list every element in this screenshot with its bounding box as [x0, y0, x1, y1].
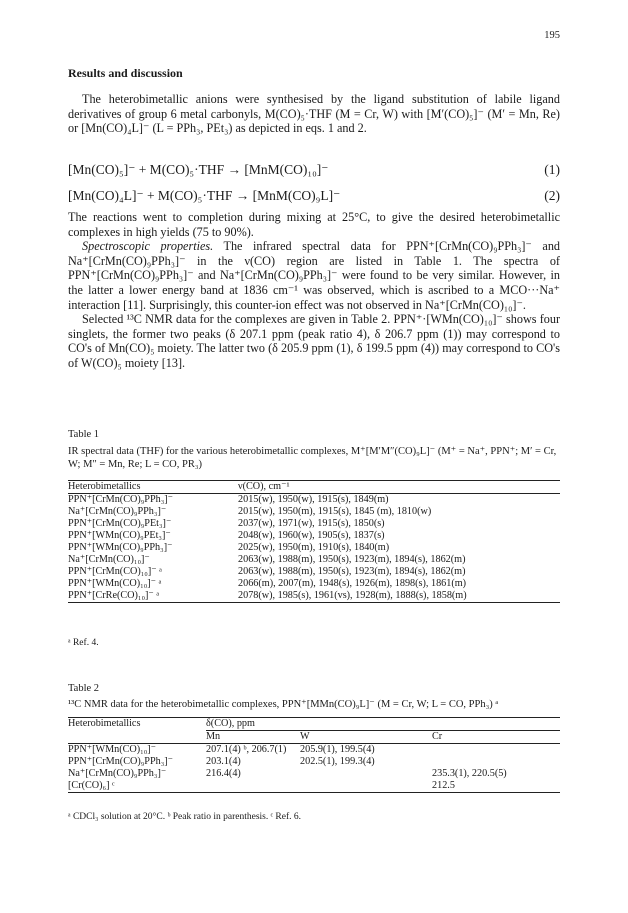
equation-2-number: (2) — [544, 188, 560, 203]
paragraph-3-heading: Spectroscopic properties. — [82, 239, 214, 254]
table2-row — [68, 744, 560, 757]
table1-cell-compound: Na⁺[CrMn(CO)₁₀]⁻ — [68, 554, 150, 565]
equation-1-number: (1) — [544, 162, 560, 177]
equation-1-text: [Mn(CO)₅]⁻ + M(CO)₅·THF → [MnM(CO)₁₀]⁻ — [68, 162, 329, 177]
paragraph-2: The reactions went to completion during mixing at 25°C, to give the desired heterobimetallic complexes in high yields (75 to 90%). — [68, 210, 560, 239]
table1-row — [68, 590, 560, 603]
table1-cell-compound: PPN⁺[CrMn(CO)₉PPh₃]⁻ — [68, 494, 174, 505]
table2-cell-w: 205.9(1), 199.5(4) — [300, 744, 375, 755]
table1-label: Table 1 — [68, 429, 100, 440]
table1-cell-vco: 2063(w), 1988(m), 1950(s), 1923(m), 1894(s), 1862(m) — [238, 566, 466, 577]
table1-cell-vco: 2066(m), 2007(m), 1948(s), 1926(m), 1898(s), 1861(m) — [238, 578, 467, 589]
table2-label: Table 2 — [68, 683, 100, 694]
table1-cell-compound: PPN⁺[WMn(CO)₁₀]⁻ ᵃ — [68, 578, 162, 589]
table1-cell-vco: 2048(w), 1960(w), 1905(s), 1837(s) — [238, 530, 385, 541]
table1-row — [68, 506, 560, 518]
table1-cell-compound: PPN⁺[CrMn(CO)₉PEt₃]⁻ — [68, 518, 172, 529]
table1-header-vco: ν(CO), cm⁻¹ — [238, 481, 290, 492]
table1-cell-vco: 2015(w), 1950(m), 1915(s), 1845 (m), 1810(w) — [238, 506, 432, 517]
table1-caption: IR spectral data (THF) for the various heterobimetallic complexes, M⁺[M′M″(CO)₉L]⁻ (M⁺ = Na⁺, PPN⁺; M′ = Cr, W; M″ = Mn, Re; L = CO, PR₃) — [68, 446, 557, 470]
table1-cell-vco: 2025(w), 1950(m), 1910(s), 1840(m) — [238, 542, 390, 553]
table1 — [68, 480, 560, 603]
table2-subheader-w: W — [300, 731, 432, 744]
paragraph-3-text: The infrared spectral data for PPN⁺[CrMn(CO)₉PPh₃]⁻ and Na⁺[CrMn(CO)₉PPh₃]⁻ in the ν(CO) region are listed in Table 1. The spectra of PPN⁺[CrMn(CO)₉PPh₃]⁻ and Na⁺[CrMn(CO)₉PPh₃]⁻ were found to be very similar. However, in the latter a lower energy band at 1836 cm⁻¹ was observed, which is ascribed to a MCO···Na⁺ interaction [11]. Surprisingly, this counter-ion effect was not observed in Na⁺[CrMn(CO)₁₀]⁻. — [68, 239, 561, 312]
table2-subheader-empty — [68, 731, 206, 744]
table1-header-row — [68, 481, 560, 494]
table2-cell-w — [300, 768, 432, 780]
table1-row — [68, 578, 560, 590]
table2-footnote: ᵃ CDCl₃ solution at 20°C. ᵇ Peak ratio in parenthesis. ᶜ Ref. 6. — [68, 812, 302, 822]
table1-footnote: ᵃ Ref. 4. — [68, 638, 99, 648]
table2-cell-cr: 235.3(1), 220.5(5) — [432, 768, 507, 779]
table1-row — [68, 530, 560, 542]
table2-subheader-cr: Cr — [432, 731, 560, 744]
table1-cell-compound: Na⁺[CrMn(CO)₉PPh₃]⁻ — [68, 506, 167, 517]
table1-row — [68, 554, 560, 566]
table2-row — [68, 780, 560, 793]
table1-cell-compound: PPN⁺[WMn(CO)₉PPh₃]⁻ — [68, 542, 173, 553]
table2-header-dco: δ(CO), ppm — [206, 718, 255, 729]
page-number: 195 — [544, 30, 560, 41]
table2-cell-mn: 203.1(4) — [206, 756, 241, 767]
table2-cell-mn: 207.1(4) ᵇ, 206.7(1) — [206, 744, 287, 755]
table1-row — [68, 494, 560, 507]
equation-2 — [68, 188, 560, 204]
equation-2-text: [Mn(CO)₄L]⁻ + M(CO)₅·THF → [MnM(CO)₉L]⁻ — [68, 188, 341, 203]
paragraph-intro — [68, 92, 560, 136]
table1-cell-compound: PPN⁺[CrRe(CO)₁₀]⁻ ᵃ — [68, 590, 160, 601]
table2-cell-compound: [Cr(CO)₆] ᶜ — [68, 780, 115, 791]
table2-cell-mn — [206, 780, 300, 793]
table2 — [68, 717, 560, 793]
table2-cell-compound: PPN⁺[CrMn(CO)₉PPh₃]⁻ — [68, 756, 174, 767]
table2-cell-w: 202.5(1), 199.3(4) — [300, 756, 375, 767]
table2-cell-compound: Na⁺[CrMn(CO)₉PPh₃]⁻ — [68, 768, 167, 779]
table1-row — [68, 566, 560, 578]
equation-1 — [68, 162, 560, 178]
table1-cell-vco: 2015(w), 1950(w), 1915(s), 1849(m) — [238, 494, 389, 505]
table2-cell-mn: 216.4(4) — [206, 768, 241, 779]
paragraph-3 — [68, 239, 560, 312]
table2-row — [68, 768, 560, 780]
section-title: Results and discussion — [68, 66, 183, 80]
table2-header-row — [68, 718, 560, 731]
table2-caption: ¹³C NMR data for the heterobimetallic complexes, PPN⁺[MMn(CO)₉L]⁻ (M = Cr, W; L = CO, PPh₃) ᵃ — [68, 699, 499, 710]
table2-cell-compound: PPN⁺[WMn(CO)₁₀]⁻ — [68, 744, 157, 755]
table2-cell-w — [300, 780, 432, 793]
table2-row — [68, 756, 560, 768]
table1-cell-vco: 2037(w), 1971(w), 1915(s), 1850(s) — [238, 518, 385, 529]
table1-cell-compound: PPN⁺[WMn(CO)₉PEt₃]⁻ — [68, 530, 171, 541]
table1-row — [68, 542, 560, 554]
paragraph-1: The heterobimetallic anions were synthesised by the ligand substitution of labile ligand derivatives of group 6 metal carbonyls, M(CO)₅·THF (M = Cr, W) with [M′(CO)₅]⁻ (M′ = Mn, Re) or [Mn(CO)₄L]⁻ (L = PPh₃, PEt₃) as depicted in eqs. 1 and 2. — [68, 92, 560, 136]
paragraph-4: Selected ¹³C NMR data for the complexes are given in Table 2. PPN⁺·[WMn(CO)₁₀]⁻ shows four singlets, the former two peaks (δ 207.1 ppm (peak ratio 4), δ 206.7 ppm (1)) may correspond to CO's of Mn(CO)₅ moiety. The latter two (δ 205.9 ppm (1), δ 199.5 ppm (4)) may correspond to CO's of W(CO)₅ moiety [13]. — [68, 312, 560, 370]
table1-cell-vco: 2063(w), 1988(m), 1950(s), 1923(m), 1894(s), 1862(m) — [238, 554, 466, 565]
table1-header-compound: Heterobimetallics — [68, 481, 141, 492]
table2-cell-cr — [432, 744, 560, 757]
table2-subheader-row — [68, 731, 560, 744]
table2-subheader-mn: Mn — [206, 731, 300, 744]
table2-cell-cr: 212.5 — [432, 780, 455, 791]
table1-cell-compound: PPN⁺[CrMn(CO)₁₀]⁻ ᵃ — [68, 566, 162, 577]
paragraph-block — [68, 210, 560, 371]
table2-header-compound: Heterobimetallics — [68, 718, 141, 729]
table1-row — [68, 518, 560, 530]
table2-cell-cr — [432, 756, 560, 768]
table1-cell-vco: 2078(w), 1985(s), 1961(vs), 1928(m), 1888(s), 1858(m) — [238, 590, 467, 601]
